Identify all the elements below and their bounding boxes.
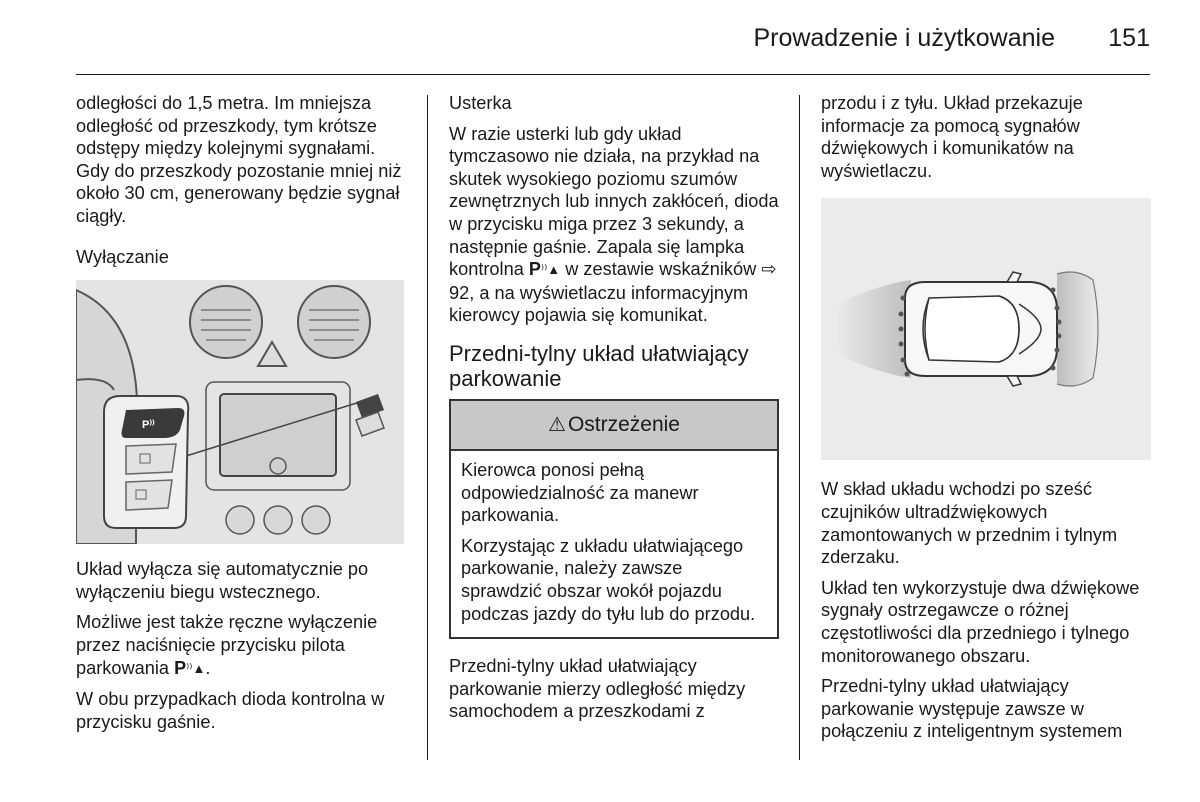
paragraph: odległości do 1,5 metra. Im mniejsza odległość od przeszkody, tym krótsze odstępy między kolejnymi sygnałami. Gdy do przeszkody pozostanie mniej niż około 30 cm, generowany będzie sygnał ciągły.	[76, 93, 402, 226]
park-pilot-symbol: P	[528, 259, 541, 280]
paragraph: Przedni-tylny układ ułatwiający parkowanie występuje zawsze w połączeniu z inteligentnym systemem	[821, 676, 1123, 742]
warning-body	[451, 451, 777, 637]
paragraph: przodu i z tyłu. Układ przekazuje informacje za pomocą sygnałów dźwiękowych i komunikatów na wyświetlaczu.	[821, 93, 1083, 181]
paragraph: Możliwe jest także ręczne wyłączenie przez naciśnięcie przycisku pilota parkowania P⁾⁾▲.	[76, 612, 378, 678]
header-rule	[76, 74, 1150, 75]
column-2	[449, 92, 779, 731]
paragraph: Przedni-tylny układ ułatwiający parkowanie mierzy odległość między samochodem a przeszkodami z	[449, 656, 746, 722]
paragraph: Układ ten wykorzystuje dwa dźwiękowe sygnały ostrzegawcze o różnej częstotliwości dla przedniego i tylnego monitorowanego obszaru.	[821, 577, 1140, 666]
section-subhead: Wyłączanie	[76, 246, 169, 267]
dashboard-illustration	[76, 280, 404, 544]
dashboard-drawing	[76, 280, 404, 544]
column-3	[821, 92, 1151, 751]
paragraph: W razie usterki lub gdy układ tymczasowo nie działa, na przykład na skutek wysokiego poziomu szumów zewnętrznych lub innych zakłóceń, dioda w przycisku miga przez 3 sekundy, a następnie gaśnie. Zapala się lampka kontrolna P⁾⁾▲ w zestawie wskaźników ⇨ 92, a na wyświetlaczu informacyjnym kierowcy pojawia się komunikat.	[449, 123, 779, 326]
warning-title: Ostrzeżenie	[567, 412, 680, 436]
sensor-coverage-illustration	[821, 198, 1151, 460]
warning-paragraph: Kierowca ponosi pełną odpowiedzialność za manewr parkowania.	[461, 459, 699, 526]
park-pilot-symbol: P	[174, 657, 187, 678]
warning-paragraph: Korzystając z układu ułatwiającego parkowanie, należy zawsze sprawdzić obszar wokół pojazdu podczas jazdy do tyłu lub do przodu.	[461, 535, 756, 624]
park-button-label: P⁾⁾	[142, 419, 155, 432]
warning-icon: ⚠	[548, 413, 566, 436]
warning-box	[449, 399, 779, 639]
paragraph: Układ wyłącza się automatycznie po wyłączeniu biegu wstecznego.	[76, 559, 369, 602]
column-divider	[427, 95, 428, 760]
paragraph: W obu przypadkach dioda kontrolna w przycisku gaśnie.	[76, 689, 385, 732]
park-pilot-waves-symbol: ⁾⁾▲	[540, 262, 561, 278]
car-sensors-drawing	[821, 198, 1151, 460]
warning-header	[451, 401, 777, 451]
paragraph: W skład układu wchodzi po sześć czujników ultradźwiękowych zamontowanych w przednim i tylnym zderzaku.	[821, 479, 1118, 568]
column-1	[76, 92, 406, 741]
page-number: 151	[1108, 24, 1150, 52]
park-pilot-waves-symbol: ⁾⁾▲	[186, 660, 206, 676]
section-subhead: Usterka	[449, 93, 512, 113]
section-heading: Przedni-tylny układ ułatwiający parkowanie	[449, 340, 749, 391]
column-divider	[799, 95, 800, 760]
header-title: Prowadzenie i użytkowanie	[753, 24, 1055, 52]
page-reference-arrow-icon: ⇨	[761, 259, 777, 280]
